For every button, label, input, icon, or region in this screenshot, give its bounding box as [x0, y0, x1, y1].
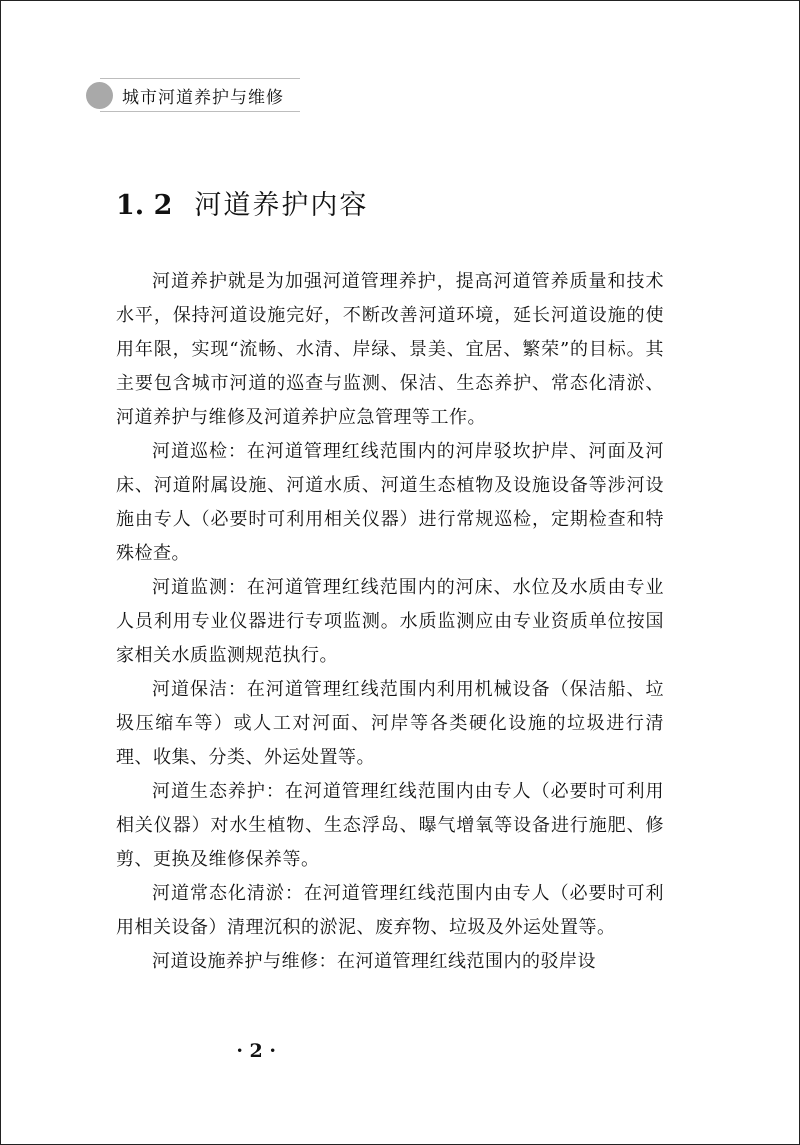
- paragraph-facility-maintenance: 河道设施养护与维修：在河道管理红线范围内的驳岸设: [152, 951, 596, 972]
- body-text: [116, 265, 664, 979]
- paragraph-monitoring: 河道监测：在河道管理红线范围内的河床、水位及水质由专业人员利用专业仪器进行专项监测。水质监测应由专业资质单位按国家相关水质监测规范执行。: [116, 577, 664, 666]
- section-number: 1. 2: [116, 190, 173, 221]
- section-title: 河道养护内容: [194, 190, 369, 221]
- paragraph-intro: 河道养护就是为加强河道管理养护，提高河道管养质量和技术水平，保持河道设施完好，不断改善河道环境，延长河道设施的使用年限，实现“流畅、水清、岸绿、景美、宜居、繁荣”的目标。其主要包含城市河道的巡查与监测、保洁、生态养护、常态化清淤、河道养护与维修及河道养护应急管理等工作。: [116, 271, 664, 428]
- paragraph-cleaning: 河道保洁：在河道管理红线范围内利用机械设备（保洁船、垃圾压缩车等）或人工对河面、河岸等各类硬化设施的垃圾进行清理、收集、分类、外运处置等。: [116, 679, 664, 768]
- header-rule-bottom: [100, 111, 300, 112]
- running-header: [86, 78, 300, 112]
- running-header-title: 城市河道养护与维修: [122, 88, 284, 108]
- paragraph-dredging: 河道常态化清淤：在河道管理红线范围内由专人（必要时可利用相关设备）清理沉积的淤泥、废弃物、垃圾及外运处置等。: [116, 883, 664, 938]
- page-number: · 2 ·: [236, 1040, 276, 1062]
- paragraph-ecological-maintenance: 河道生态养护：在河道管理红线范围内由专人（必要时可利用相关仪器）对水生植物、生态浮岛、曝气增氧等设备进行施肥、修剪、更换及维修保养等。: [116, 781, 664, 870]
- paragraph-inspection: 河道巡检：在河道管理红线范围内的河岸驳坎护岸、河面及河床、河道附属设施、河道水质、河道生态植物及设施设备等涉河设施由专人（必要时可利用相关仪器）进行常规巡检，定期检查和特殊检查。: [116, 441, 664, 564]
- header-circle-icon: [86, 82, 113, 109]
- section-heading: [116, 183, 368, 222]
- header-rule-top: [100, 78, 300, 79]
